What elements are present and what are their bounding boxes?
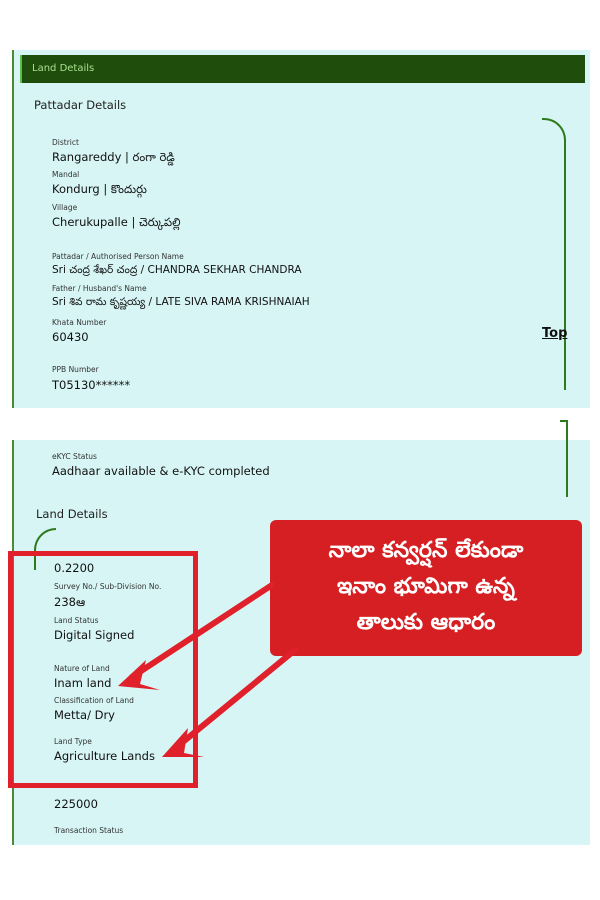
market-value: 225000 [54,797,98,811]
extent-value: 0.2200 [54,561,95,575]
pattadar-name-label: Pattadar / Authorised Person Name [52,252,184,261]
land-status-label: Land Status [54,616,99,625]
village-label: Village [52,203,78,212]
land-section-title: Land Details [36,507,108,521]
pattadar-section-title: Pattadar Details [34,98,127,112]
mandal-value: Kondurg | కొందుర్గు [52,182,147,196]
village-value: Cherukupalle | చెర్కుపల్లి [52,215,181,229]
father-name-label: Father / Husband's Name [52,284,147,293]
land-status-value: Digital Signed [54,628,135,642]
callout-line-1: నాలా కన్వర్షన్ లేకుండా [328,538,524,563]
ekyc-value: Aadhaar available & e-KYC completed [52,464,270,478]
khata-number-label: Khata Number [52,318,107,327]
top-link[interactable]: Top [542,326,568,341]
classification-label: Classification of Land [54,696,134,705]
nature-of-land-label: Nature of Land [54,664,110,673]
land-type-label: Land Type [54,737,92,746]
ppb-number-label: PPB Number [52,365,99,374]
header-title: Land Details [32,63,95,74]
pattadar-name-value: Sri చంద్ర శేఖర్ చంద్ర / CHANDRA SEKHAR CHANDRA [52,264,302,276]
mandal-label: Mandal [52,170,80,179]
father-name-value: Sri శివ రామ కృష్ణయ్య / LATE SIVA RAMA KRISHNAIAH [52,296,310,308]
nature-of-land-value: Inam land [54,676,112,690]
transaction-status-label: Transaction Status [54,826,124,835]
ekyc-label: eKYC Status [52,452,97,461]
callout-line-2: ఇనాం భూమిగా ఉన్న [337,574,515,599]
district-label: District [52,138,79,147]
classification-value: Metta/ Dry [54,708,115,722]
callout-line-3: తాలుకు ఆధారం [356,610,496,635]
land-type-value: Agriculture Lands [54,749,155,763]
survey-no-value: 238ఆ [54,595,86,609]
district-value: Rangareddy | రంగా రెడ్డి [52,150,175,164]
khata-number-value: 60430 [52,330,89,344]
arrow-to-nature-of-land [132,585,272,677]
arrow-to-land-type [178,650,295,746]
survey-no-label: Survey No./ Sub-Division No. [54,582,162,591]
ppb-number-value: T05130****** [52,378,131,392]
